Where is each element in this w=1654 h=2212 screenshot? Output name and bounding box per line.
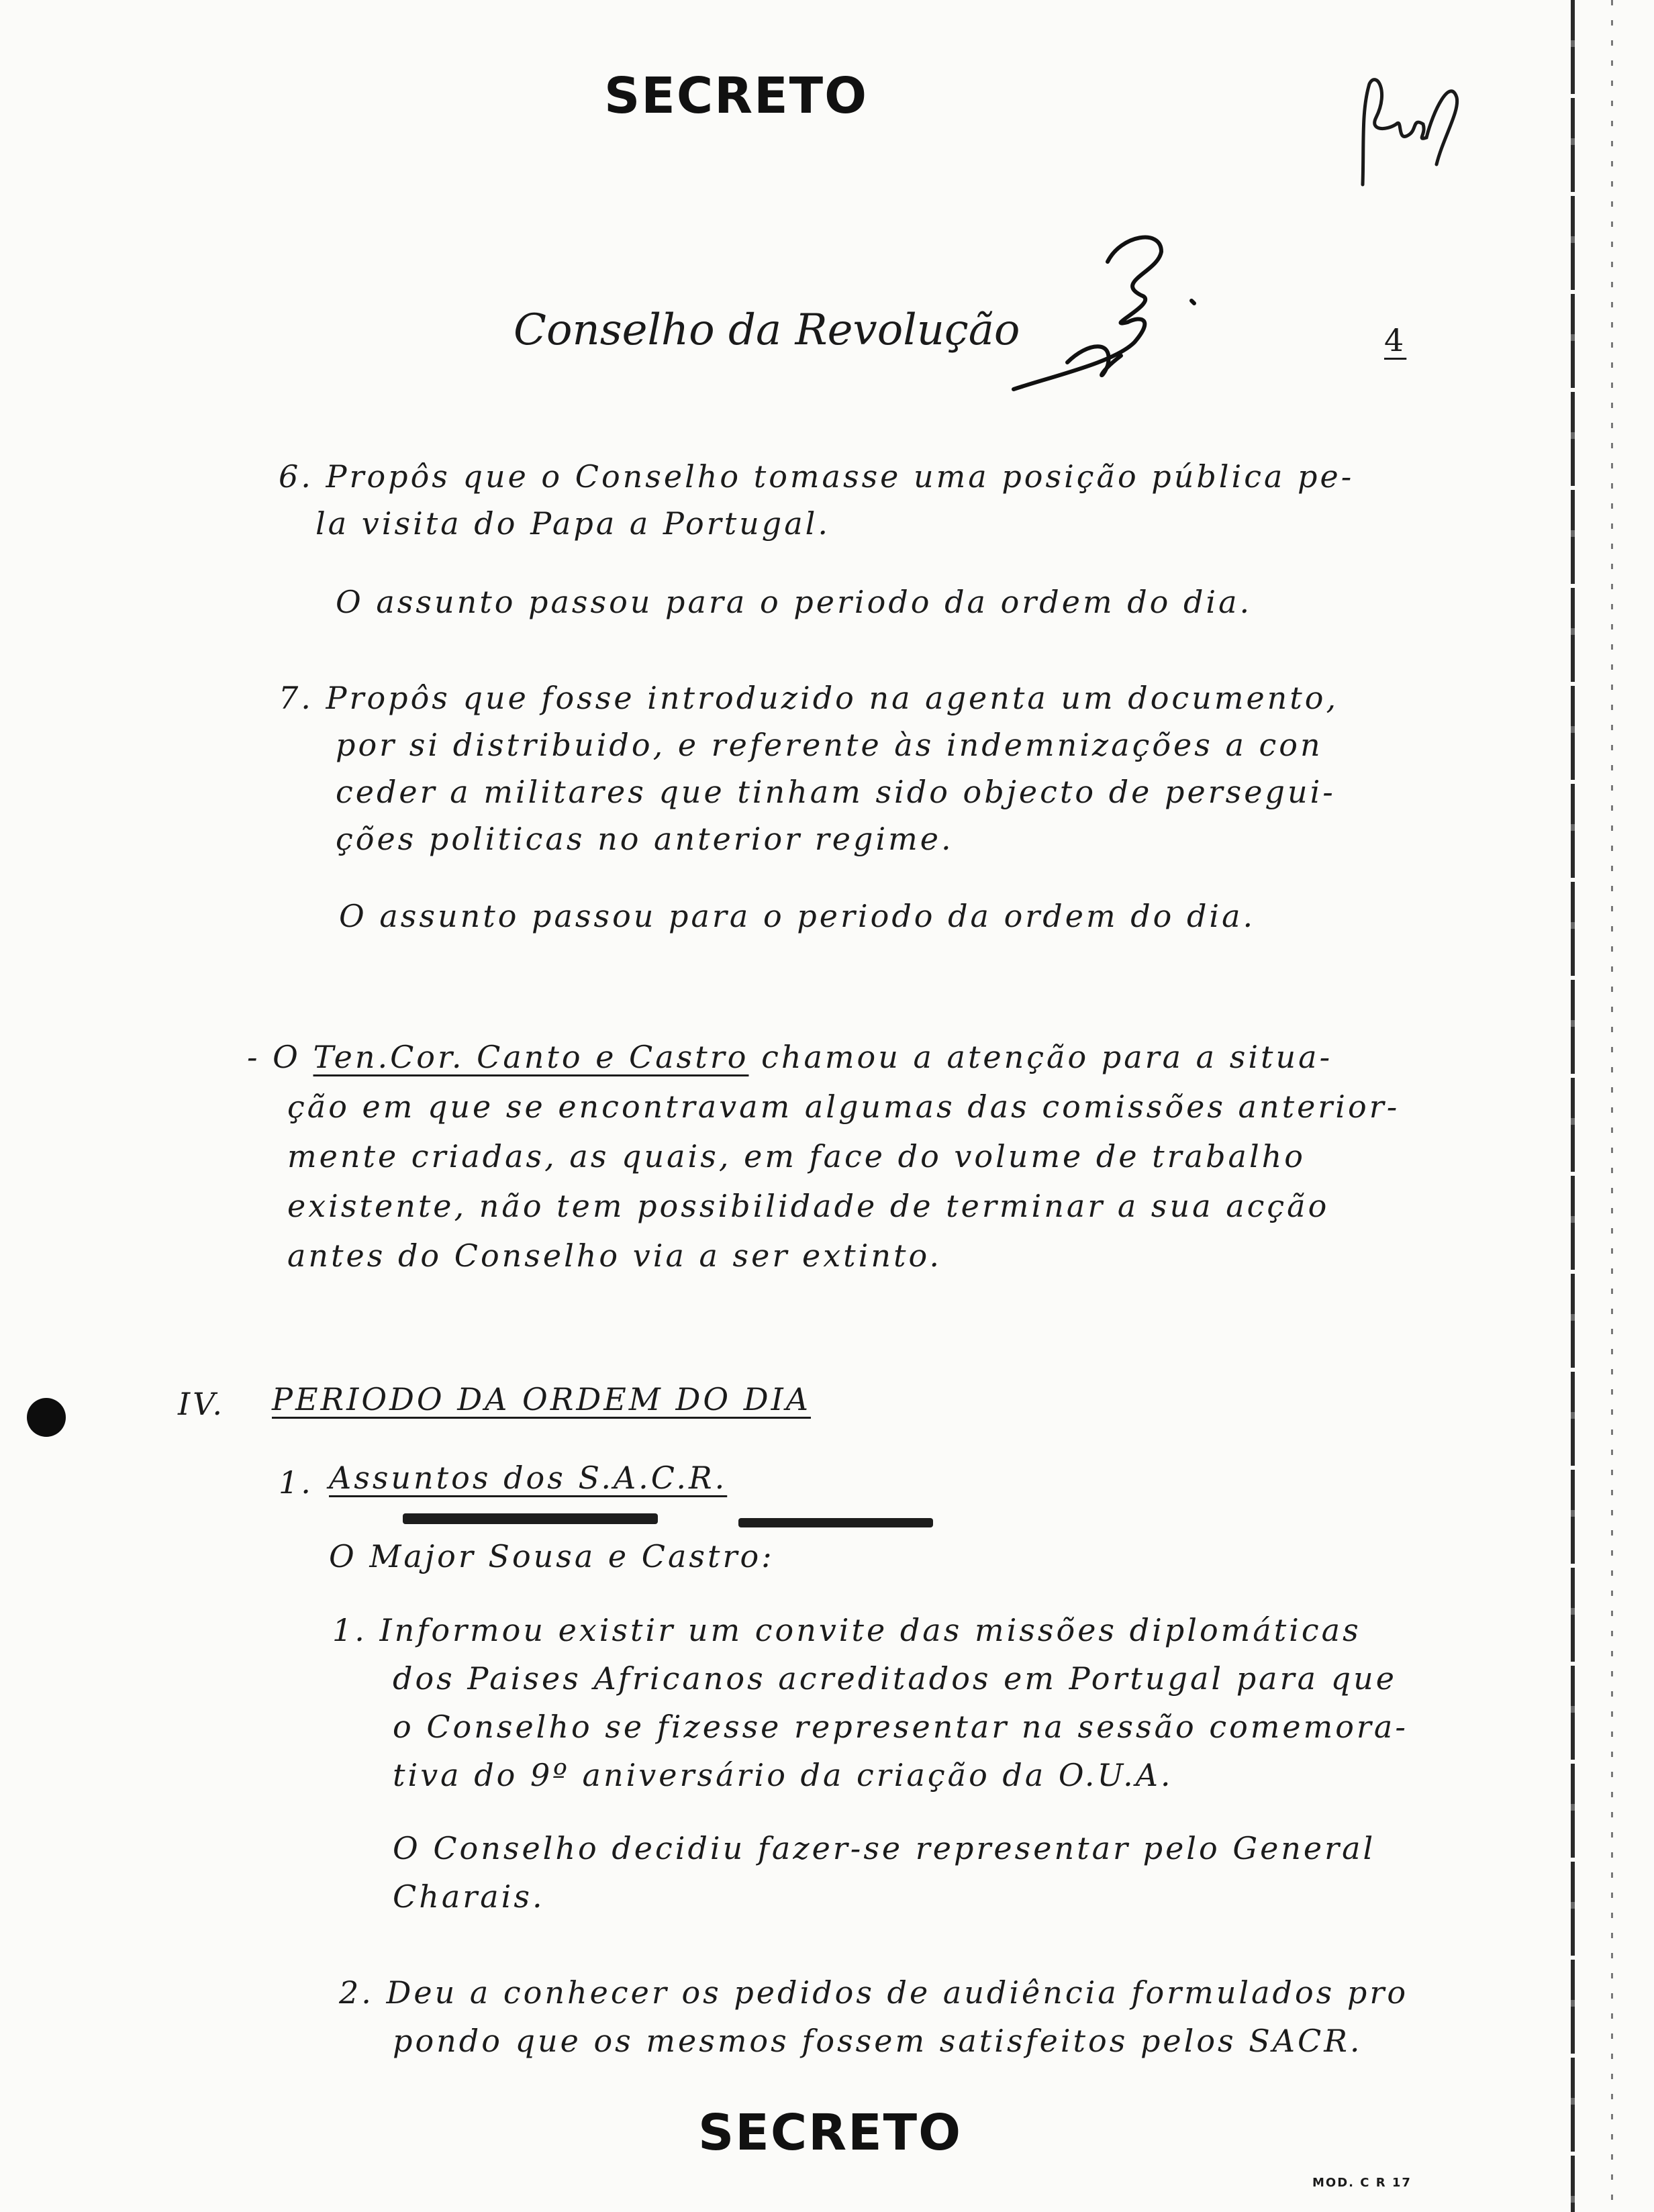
- item7-line3: ceder a militares que tinham sido objecto de persegui-: [336, 774, 1336, 810]
- handwritten-initials: [1349, 70, 1463, 198]
- intervention-line5: antes do Conselho via a ser extinto.: [287, 1238, 942, 1274]
- signature: [1007, 221, 1235, 396]
- sub1-title: Assuntos dos S.A.C.R.: [329, 1460, 728, 1496]
- speaker-line: O Major Sousa e Castro:: [329, 1538, 775, 1574]
- section-title: PERIODO DA ORDEM DO DIA: [272, 1381, 812, 1417]
- speaker-name: Ten.Cor. Canto e Castro: [313, 1039, 749, 1075]
- item7-line2: por si distribuido, e referente às indemnizações a con: [336, 727, 1323, 763]
- intervention-line4: existente, não tem possibilidade de terminar a sua acção: [287, 1188, 1330, 1224]
- p1-line1: 1. Informou existir um convite das missões diplomáticas: [332, 1612, 1361, 1648]
- intervention-line1-rest: chamou a atenção para a situa-: [761, 1039, 1333, 1075]
- p1-result-line1: O Conselho decidiu fazer-se representar pelo General: [393, 1830, 1376, 1866]
- intervention-line2: ção em que se encontravam algumas das comissões anterior-: [287, 1089, 1400, 1125]
- letterhead-title: Conselho da Revolução: [514, 305, 1020, 355]
- item6-line1: 6. Propôs que o Conselho tomasse uma posição pública pe-: [279, 458, 1355, 495]
- item6-line2: la visita do Papa a Portugal.: [315, 505, 831, 542]
- p1-result-line2: Charais.: [393, 1878, 545, 1915]
- binder-hole: [27, 1398, 66, 1437]
- p2-line2: pondo que os mesmos fossem satisfeitos pelos SACR.: [393, 2023, 1363, 2059]
- page-number: 4: [1384, 322, 1407, 358]
- classification-stamp-top: SECRETO: [604, 67, 869, 125]
- item7-line1: 7. Propôs que fosse introduzido na agenta um documento,: [279, 680, 1339, 716]
- item7-result: O assunto passou para o periodo da ordem do dia.: [339, 898, 1256, 934]
- intervention-dash: - O: [247, 1039, 301, 1075]
- intervention-line3: mente criadas, as quais, em face do volume de trabalho: [287, 1138, 1306, 1174]
- p1-line4: tiva do 9º aniversário da criação da O.U.A.: [393, 1757, 1173, 1793]
- scan-edge-dots: [1611, 0, 1613, 2212]
- item6-result: O assunto passou para o periodo da ordem do dia.: [336, 584, 1253, 620]
- redaction-mark: [403, 1513, 658, 1524]
- sub1-number: 1.: [279, 1464, 313, 1501]
- p2-line1: 2. Deu a conhecer os pedidos de audiência formulados pro: [339, 1974, 1409, 2011]
- scan-edge-line: [1571, 0, 1575, 2212]
- form-code: MOD. C R 17: [1312, 2176, 1412, 2190]
- p1-line2: dos Paises Africanos acreditados em Portugal para que: [393, 1660, 1397, 1697]
- redaction-mark: [738, 1518, 933, 1527]
- intervention-line1: [247, 1039, 1332, 1075]
- section-numeral: IV.: [178, 1386, 225, 1422]
- p1-line3: o Conselho se fizesse representar na sessão comemora-: [393, 1709, 1408, 1745]
- classification-stamp-bottom: SECRETO: [698, 2104, 963, 2162]
- item7-line4: ções politicas no anterior regime.: [336, 821, 954, 857]
